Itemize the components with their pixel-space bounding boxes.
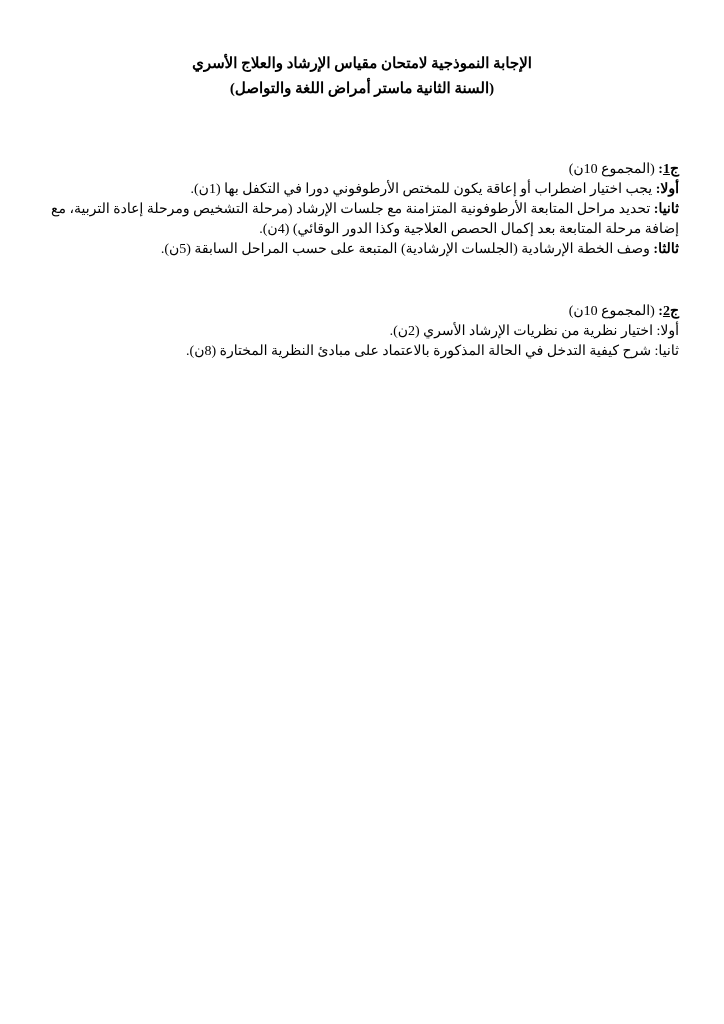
question-2-item-2-label: ثانيا:	[654, 344, 679, 359]
question-1-item-2-text: تحديد مراحل المتابعة الأرطوفونية المتزامنة مع جلسات الإرشاد (مرحلة التشخيص ومرحلة إعادة التربية، مع	[51, 202, 651, 217]
question-2-key: ج2	[662, 304, 679, 319]
question-2-item-1-label: أولا:	[656, 324, 679, 339]
question-1-item-3-text: وصف الخطة الإرشادية (الجلسات الإرشادية) المتبعة على حسب المراحل السابقة (5ن).	[160, 242, 650, 257]
question-2-colon: :	[658, 304, 663, 319]
question-1-item-1	[40, 180, 679, 200]
question-2-section	[40, 302, 679, 362]
question-1-item-3	[40, 240, 679, 260]
question-2-item-2-text: شرح كيفية التدخل في الحالة المذكورة بالاعتماد على مبادئ النظرية المختارة (8ن).	[186, 344, 652, 359]
question-1-item-2-label: ثانيا:	[653, 202, 679, 217]
document-subtitle: (السنة الثانية ماستر أمراض اللغة والتواصل)	[229, 81, 495, 97]
question-1-section	[40, 160, 679, 260]
question-1-item-1-text: يجب اختيار اضطراب أو إعاقة يكون للمختص الأرطوفوني دورا في التكفل بها (1ن).	[190, 182, 653, 197]
question-1-key: ج1	[662, 162, 679, 177]
document-title: الإجابة النموذجية لامتحان مقياس الإرشاد والعلاج الأسري	[192, 56, 532, 72]
question-1-colon: :	[658, 162, 663, 177]
question-2-item-1-text: اختيار نظرية من نظريات الإرشاد الأسري (2ن).	[389, 324, 653, 339]
question-2-item-2	[40, 342, 679, 362]
question-1-total: (المجموع 10ن)	[568, 162, 655, 177]
question-1-item-1-label: أولا:	[655, 182, 679, 197]
question-1-item-3-label: ثالثا:	[653, 242, 679, 257]
question-1-heading	[40, 160, 679, 180]
question-2-heading	[40, 302, 679, 322]
question-1-item-2	[40, 200, 679, 220]
question-2-item-1	[40, 322, 679, 342]
question-1-item-2-continuation: إضافة مرحلة المتابعة بعد إكمال الحصص العلاجية وكذا الدور الوقائي) (4ن).	[259, 222, 679, 237]
question-2-total: (المجموع 10ن)	[568, 304, 655, 319]
